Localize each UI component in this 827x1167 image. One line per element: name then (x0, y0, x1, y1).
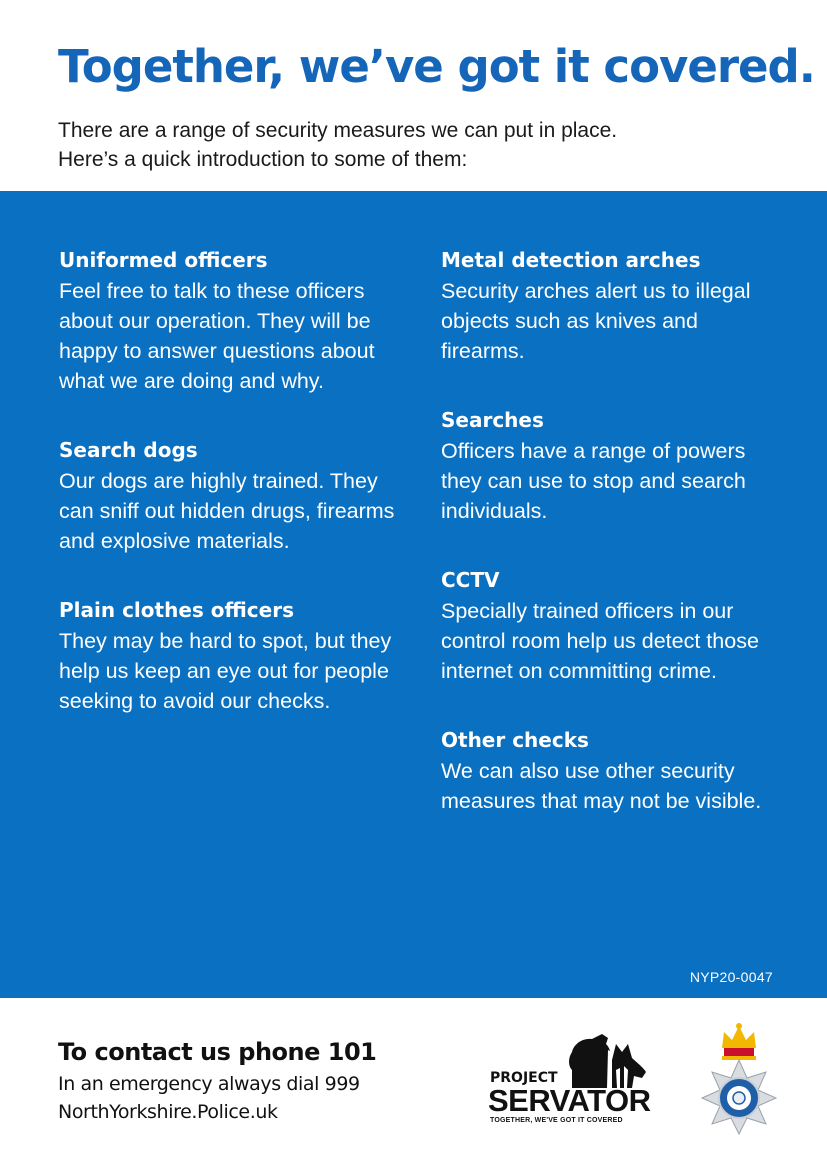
measure-text: We can also use other security measures that may not be visible. (441, 759, 762, 813)
measure-text: Specially trained officers in our control room help us detect those internet on committing crime. (441, 599, 759, 683)
measure-title: Plain clothes officers (59, 598, 294, 622)
measure-text: Security arches alert us to illegal objects such as knives and firearms. (441, 279, 751, 363)
measure-text: Officers have a range of powers they can use to stop and search individuals. (441, 439, 746, 523)
header (0, 0, 827, 191)
measure-title: Metal detection arches (441, 248, 701, 272)
website-link[interactable]: NorthYorkshire.Police.uk (58, 1101, 278, 1123)
measure-text: They may be hard to spot, but they help us keep an eye out for people seeking to avoid our checks. (59, 629, 392, 713)
crown-icon (722, 1023, 756, 1060)
emergency-line: In an emergency always dial 999 (58, 1073, 360, 1095)
contact-heading: To contact us phone 101 (58, 1038, 377, 1066)
reference-code: NYP20-0047 (689, 969, 773, 985)
servator-project-word: PROJECT (490, 1070, 558, 1086)
measure-title: Other checks (441, 728, 589, 752)
measure-searches (441, 406, 781, 526)
servator-name: SERVATOR (488, 1083, 651, 1118)
measure-title: Search dogs (59, 438, 198, 462)
measure-other-checks (441, 726, 781, 816)
measures-column-left (59, 246, 399, 756)
measure-title: Searches (441, 408, 544, 432)
measures-column-right (441, 246, 781, 856)
page-title: Together, we’ve got it covered. (58, 40, 815, 93)
measure-metal-detection-arches (441, 246, 781, 366)
measure-title: Uniformed officers (59, 248, 268, 272)
police-crest-icon (694, 1022, 784, 1136)
project-servator-logo (488, 1030, 658, 1126)
intro-text (58, 116, 758, 174)
measure-uniformed-officers (59, 246, 399, 396)
measure-text: Our dogs are highly trained. They can sniff out hidden drugs, firearms and explosive materials. (59, 469, 395, 553)
intro-line-2: Here’s a quick introduction to some of them: (58, 148, 468, 171)
star-badge-icon (702, 1060, 776, 1134)
measure-plain-clothes-officers (59, 596, 399, 716)
measure-search-dogs (59, 436, 399, 556)
measure-cctv (441, 566, 781, 686)
measure-text: Feel free to talk to these officers about our operation. They will be happy to answer questions about what we are doing and why. (59, 279, 375, 393)
measure-title: CCTV (441, 568, 500, 592)
intro-line-1: There are a range of security measures we can put in place. (58, 119, 618, 142)
servator-tagline: TOGETHER, WE'VE GOT IT COVERED (490, 1117, 623, 1124)
